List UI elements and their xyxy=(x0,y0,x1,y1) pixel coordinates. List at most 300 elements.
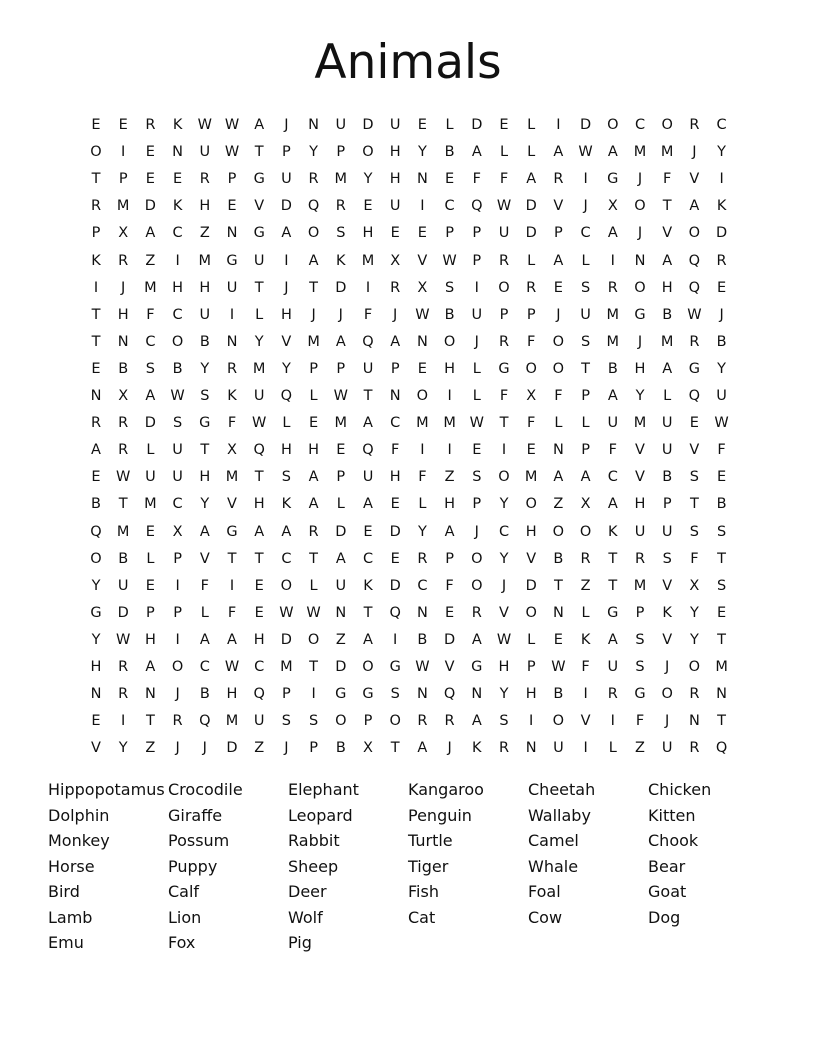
grid-letter: F xyxy=(499,171,509,188)
grid-letter: M xyxy=(606,333,620,350)
grid-letter: O xyxy=(471,577,483,594)
grid-letter: P xyxy=(309,740,318,757)
grid-letter: V xyxy=(444,659,455,675)
grid-letter: O xyxy=(552,713,565,730)
word-list-item: Lion xyxy=(168,907,202,927)
grid-letter: Q xyxy=(389,604,401,621)
grid-letter: A xyxy=(526,171,537,188)
grid-letter: S xyxy=(472,469,482,486)
grid-letter: I xyxy=(365,279,371,296)
grid-letter: R xyxy=(498,252,510,269)
grid-letter: R xyxy=(90,198,102,215)
grid-letter: O xyxy=(389,713,401,730)
word-list-item: Wolf xyxy=(288,907,323,927)
grid-letter: E xyxy=(390,550,400,567)
grid-letter: C xyxy=(199,659,210,675)
grid-letter: W xyxy=(687,306,702,323)
grid-letter: M xyxy=(660,144,674,161)
grid-letter: A xyxy=(308,469,319,486)
grid-letter: G xyxy=(471,659,483,675)
grid-letter: W xyxy=(415,306,430,323)
word-list-item: Possum xyxy=(168,831,230,850)
grid-letter: Y xyxy=(417,144,427,161)
grid-letter: V xyxy=(635,469,645,486)
word-list-item: Cow xyxy=(528,907,563,927)
grid-letter: J xyxy=(284,117,289,133)
grid-letter: D xyxy=(335,523,347,540)
grid-letter: V xyxy=(662,631,673,648)
grid-letter: M xyxy=(334,415,348,432)
grid-letter: F xyxy=(146,306,155,323)
grid-letter: B xyxy=(553,550,564,567)
grid-letter: B xyxy=(199,333,210,350)
grid-letter: A xyxy=(281,523,292,540)
grid-letter: T xyxy=(91,306,101,323)
grid-letter: L xyxy=(418,496,427,513)
grid-letter: L xyxy=(527,252,536,269)
grid-letter: R xyxy=(145,117,156,133)
grid-letter: W xyxy=(714,415,729,432)
grid-letter: S xyxy=(444,279,455,296)
grid-letter: T xyxy=(553,577,563,594)
grid-letter: O xyxy=(335,713,347,730)
grid-letter: D xyxy=(144,198,156,215)
grid-letter: K xyxy=(227,388,237,404)
grid-letter: Q xyxy=(253,442,265,459)
word-list-item: Kitten xyxy=(648,805,696,825)
word-list-item: Deer xyxy=(288,882,327,901)
grid-letter: O xyxy=(498,469,510,486)
grid-letter: H xyxy=(389,469,401,486)
grid-letter: W xyxy=(252,415,267,432)
grid-letter: U xyxy=(117,577,129,594)
grid-letter: U xyxy=(335,117,347,133)
grid-letter: K xyxy=(172,198,183,215)
grid-letter: E xyxy=(336,442,346,459)
grid-letter: T xyxy=(254,469,264,486)
grid-letter: N xyxy=(117,333,129,350)
grid-letter: D xyxy=(280,631,292,648)
grid-letter: R xyxy=(308,171,319,188)
grid-letter: E xyxy=(553,631,563,648)
grid-letter: A xyxy=(363,415,373,432)
grid-letter: M xyxy=(307,333,320,350)
grid-letter: M xyxy=(715,659,728,675)
grid-letter: M xyxy=(334,171,348,188)
grid-letter: E xyxy=(254,604,264,621)
grid-letter: E xyxy=(526,442,536,459)
grid-letter: H xyxy=(144,631,156,648)
grid-letter: E xyxy=(499,117,509,133)
grid-letter: S xyxy=(281,713,291,730)
grid-letter: A xyxy=(471,144,482,161)
grid-letter: P xyxy=(363,713,373,730)
grid-letter: E xyxy=(417,225,427,242)
grid-letter: W xyxy=(279,604,294,621)
grid-letter: W xyxy=(442,252,457,269)
grid-letter: J xyxy=(393,306,398,323)
grid-letter: A xyxy=(607,144,618,161)
grid-letter: F xyxy=(527,333,536,350)
grid-letter: E xyxy=(91,713,101,730)
word-list-item: Tiger xyxy=(408,856,449,876)
grid-letter: A xyxy=(390,333,401,350)
grid-letter: R xyxy=(118,442,129,459)
grid-letter: M xyxy=(416,415,429,432)
grid-letter: T xyxy=(717,713,727,730)
grid-letter: A xyxy=(335,550,346,567)
grid-letter: G xyxy=(607,171,619,188)
grid-letter: V xyxy=(91,740,101,757)
grid-letter: B xyxy=(607,360,618,377)
grid-letter: N xyxy=(90,686,102,703)
grid-letter: O xyxy=(171,659,184,675)
grid-letter: I xyxy=(393,631,398,648)
grid-letter: J xyxy=(474,333,479,350)
grid-letter: L xyxy=(472,360,481,377)
grid-letter: D xyxy=(335,279,347,296)
grid-letter: D xyxy=(389,523,401,540)
word-list-item: Fish xyxy=(408,882,439,901)
grid-letter: N xyxy=(688,713,700,730)
grid-letter: J xyxy=(637,225,643,242)
grid-letter: J xyxy=(121,279,126,296)
word-list-item: Pig xyxy=(288,933,312,952)
grid-letter: K xyxy=(336,252,346,269)
grid-letter: G xyxy=(362,686,374,703)
grid-letter: H xyxy=(117,306,129,323)
grid-letter: N xyxy=(90,388,102,404)
grid-letter: V xyxy=(526,550,537,567)
grid-letter: K xyxy=(472,740,482,757)
grid-letter: N xyxy=(716,686,728,703)
grid-letter: H xyxy=(525,523,537,540)
word-list-item: Fox xyxy=(168,933,196,952)
grid-letter: U xyxy=(253,252,265,269)
grid-letter: U xyxy=(716,388,727,404)
grid-letter: J xyxy=(665,713,670,730)
grid-letter: F xyxy=(554,388,563,404)
grid-letter: E xyxy=(390,496,400,513)
grid-letter: E xyxy=(717,604,727,621)
grid-letter: G xyxy=(226,523,238,540)
grid-letter: C xyxy=(607,469,618,486)
grid-letter: M xyxy=(361,252,375,269)
grid-letter: H xyxy=(199,198,211,215)
word-list-item: Turtle xyxy=(408,831,453,850)
grid-letter: Q xyxy=(362,442,374,459)
grid-letter: R xyxy=(553,171,564,188)
grid-letter: X xyxy=(417,279,428,296)
grid-letter: B xyxy=(199,686,210,703)
grid-letter: R xyxy=(444,713,455,730)
grid-letter: A xyxy=(471,713,482,730)
grid-letter: O xyxy=(362,144,374,161)
grid-letter: L xyxy=(581,415,590,432)
word-list-item: Chook xyxy=(648,831,699,850)
grid-letter: S xyxy=(580,279,591,296)
grid-letter: R xyxy=(526,279,537,296)
grid-letter: N xyxy=(525,740,537,757)
grid-letter: W xyxy=(551,659,566,675)
grid-letter: P xyxy=(526,659,536,675)
grid-letter: H xyxy=(90,659,102,675)
grid-letter: H xyxy=(199,279,211,296)
grid-letter: L xyxy=(527,117,536,133)
grid-letter: V xyxy=(635,442,645,459)
grid-letter: V xyxy=(689,171,700,188)
grid-letter: P xyxy=(282,686,291,703)
grid-letter: R xyxy=(634,550,646,567)
grid-letter: Y xyxy=(281,360,291,377)
grid-letter: M xyxy=(660,333,674,350)
grid-letter: O xyxy=(552,360,565,377)
grid-letter: Q xyxy=(307,198,320,215)
word-list-item: Emu xyxy=(48,933,84,952)
grid-letter: R xyxy=(118,659,129,675)
grid-letter: Q xyxy=(362,333,374,350)
grid-letter: C xyxy=(498,523,510,540)
grid-letter: W xyxy=(116,469,131,486)
grid-letter: A xyxy=(553,252,564,269)
grid-letter: F xyxy=(472,171,481,188)
grid-letter: D xyxy=(525,198,537,215)
grid-letter: J xyxy=(447,740,452,757)
grid-letter: L xyxy=(200,604,209,621)
grid-letter: Z xyxy=(145,252,156,269)
grid-letter: G xyxy=(253,171,265,188)
grid-letter: N xyxy=(226,333,238,350)
word-list-item: Wallaby xyxy=(528,805,591,825)
grid-letter: R xyxy=(689,117,700,133)
word-list-item: Horse xyxy=(48,856,95,876)
grid-letter: L xyxy=(663,388,672,404)
grid-letter: H xyxy=(634,496,646,513)
grid-letter: P xyxy=(336,144,346,161)
grid-letter: E xyxy=(145,523,155,540)
grid-letter: B xyxy=(662,306,673,323)
grid-letter: N xyxy=(144,686,156,703)
grid-letter: N xyxy=(308,117,320,133)
word-list-item: Monkey xyxy=(48,831,110,850)
grid-letter: L xyxy=(527,144,536,161)
grid-letter: E xyxy=(145,144,155,161)
grid-letter: A xyxy=(417,740,428,757)
grid-letter: H xyxy=(172,279,184,296)
grid-letter: T xyxy=(118,496,128,513)
grid-letter: J xyxy=(338,306,343,323)
grid-letter: I xyxy=(610,713,615,730)
grid-letter: T xyxy=(608,577,618,594)
grid-letter: P xyxy=(118,171,128,188)
grid-letter: Y xyxy=(635,388,645,404)
grid-letter: S xyxy=(172,415,183,432)
grid-letter: A xyxy=(607,631,618,648)
grid-letter: Y xyxy=(499,550,509,567)
grid-letter: D xyxy=(444,631,456,648)
grid-letter: E xyxy=(145,577,155,594)
grid-letter: Y xyxy=(717,144,727,161)
grid-letter: Q xyxy=(471,198,483,215)
grid-letter: W xyxy=(306,604,321,621)
grid-letter: S xyxy=(145,360,155,377)
grid-letter: I xyxy=(93,279,99,296)
grid-letter: I xyxy=(447,442,452,459)
grid-letter: R xyxy=(308,523,319,540)
grid-letter: Q xyxy=(715,740,728,757)
grid-letter: U xyxy=(661,523,673,540)
grid-letter: W xyxy=(578,144,593,161)
grid-letter: U xyxy=(471,306,483,323)
grid-letter: T xyxy=(581,360,591,377)
grid-letter: A xyxy=(145,225,156,242)
grid-letter: P xyxy=(526,306,536,323)
grid-letter: U xyxy=(145,469,156,486)
grid-letter: I xyxy=(556,117,561,133)
word-list-item: Rabbit xyxy=(288,831,340,850)
grid-letter: R xyxy=(689,740,700,757)
grid-letter: P xyxy=(309,360,318,377)
grid-letter: R xyxy=(689,686,700,703)
grid-letter: Q xyxy=(280,388,293,404)
grid-letter: P xyxy=(581,388,590,404)
grid-letter: U xyxy=(580,306,591,323)
grid-letter: S xyxy=(689,523,699,540)
grid-letter: U xyxy=(389,198,401,215)
grid-letter: O xyxy=(90,144,102,161)
grid-letter: R xyxy=(498,740,510,757)
grid-letter: Y xyxy=(91,631,101,648)
grid-letter: H xyxy=(280,442,292,459)
grid-letter: F xyxy=(227,415,237,432)
grid-letter: U xyxy=(253,713,265,730)
grid-letter: U xyxy=(553,740,564,757)
grid-letter: W xyxy=(224,659,240,675)
grid-letter: I xyxy=(175,631,180,648)
grid-letter: F xyxy=(690,550,699,567)
grid-letter: U xyxy=(335,577,347,594)
grid-letter: E xyxy=(91,360,101,377)
grid-letter: G xyxy=(335,686,347,703)
grid-letter: O xyxy=(171,333,184,350)
grid-letter: O xyxy=(525,360,537,377)
grid-letter: U xyxy=(172,442,183,459)
grid-letter: E xyxy=(445,171,455,188)
grid-letter: Y xyxy=(689,631,699,648)
grid-letter: U xyxy=(498,225,510,242)
grid-letter: L xyxy=(472,388,481,404)
grid-letter: Q xyxy=(443,686,456,703)
grid-letter: J xyxy=(556,306,561,323)
word-list-item: Whale xyxy=(528,856,579,876)
grid-letter: A xyxy=(607,496,618,513)
grid-letter: S xyxy=(200,388,210,404)
grid-letter: Z xyxy=(335,631,346,648)
word-list-item: Calf xyxy=(168,882,200,901)
grid-letter: B xyxy=(417,631,428,648)
grid-letter: J xyxy=(692,144,697,161)
grid-letter: A xyxy=(363,496,373,513)
grid-letter: H xyxy=(253,631,265,648)
grid-letter: R xyxy=(689,333,700,350)
grid-letter: Y xyxy=(499,496,509,513)
grid-letter: A xyxy=(662,252,673,269)
grid-letter: P xyxy=(554,225,563,242)
grid-letter: H xyxy=(308,442,320,459)
grid-letter: N xyxy=(552,604,564,621)
grid-letter: J xyxy=(637,171,643,188)
grid-letter: L xyxy=(581,604,590,621)
grid-letter: O xyxy=(552,523,565,540)
grid-letter: A xyxy=(444,523,455,540)
grid-letter: C xyxy=(634,117,646,133)
word-list-item: Foal xyxy=(528,882,561,901)
grid-letter: S xyxy=(662,550,672,567)
grid-letter: F xyxy=(363,306,373,323)
grid-letter: E xyxy=(689,415,699,432)
grid-letter: D xyxy=(525,577,537,594)
word-list-item: Camel xyxy=(528,831,579,850)
grid-letter: R xyxy=(226,360,238,377)
grid-letter: H xyxy=(362,225,374,242)
grid-letter: W xyxy=(197,117,212,133)
grid-letter: V xyxy=(689,442,700,459)
grid-letter: G xyxy=(199,415,211,432)
grid-letter: L xyxy=(146,550,155,567)
grid-letter: R xyxy=(118,415,129,432)
grid-letter: Y xyxy=(118,740,128,757)
grid-letter: J xyxy=(665,659,670,675)
grid-letter: C xyxy=(580,225,591,242)
grid-letter: T xyxy=(499,415,509,432)
grid-letter: T xyxy=(309,659,319,675)
grid-letter: M xyxy=(633,577,647,594)
grid-letter: S xyxy=(308,713,319,730)
grid-letter: A xyxy=(145,388,156,404)
grid-letter: C xyxy=(362,550,374,567)
grid-letter: V xyxy=(199,550,210,567)
word-list-item: Bear xyxy=(648,856,686,876)
grid-letter: S xyxy=(281,469,291,486)
grid-letter: A xyxy=(308,496,319,513)
grid-letter: L xyxy=(608,740,617,757)
grid-letter: T xyxy=(363,388,373,404)
grid-letter: I xyxy=(610,252,615,269)
grid-letter: X xyxy=(118,225,129,242)
grid-letter: T xyxy=(254,144,264,161)
grid-letter: N xyxy=(172,144,184,161)
word-list-item: Sheep xyxy=(288,856,339,876)
grid-letter: A xyxy=(199,523,210,540)
word-list-item: Cat xyxy=(408,907,436,927)
grid-letter: H xyxy=(634,360,646,377)
grid-letter: N xyxy=(471,686,483,703)
grid-letter: I xyxy=(583,686,588,703)
grid-letter: Z xyxy=(254,740,265,757)
grid-letter: J xyxy=(637,333,643,350)
grid-letter: F xyxy=(581,659,590,675)
grid-letter: O xyxy=(661,117,673,133)
grid-letter: B xyxy=(662,469,673,486)
grid-letter: L xyxy=(581,252,590,269)
grid-letter: O xyxy=(525,496,537,513)
grid-letter: R xyxy=(471,604,482,621)
grid-letter: X xyxy=(363,740,373,757)
grid-letter: A xyxy=(471,631,482,648)
grid-letter: O xyxy=(362,659,374,675)
grid-letter: I xyxy=(284,252,289,269)
grid-letter: E xyxy=(390,225,400,242)
